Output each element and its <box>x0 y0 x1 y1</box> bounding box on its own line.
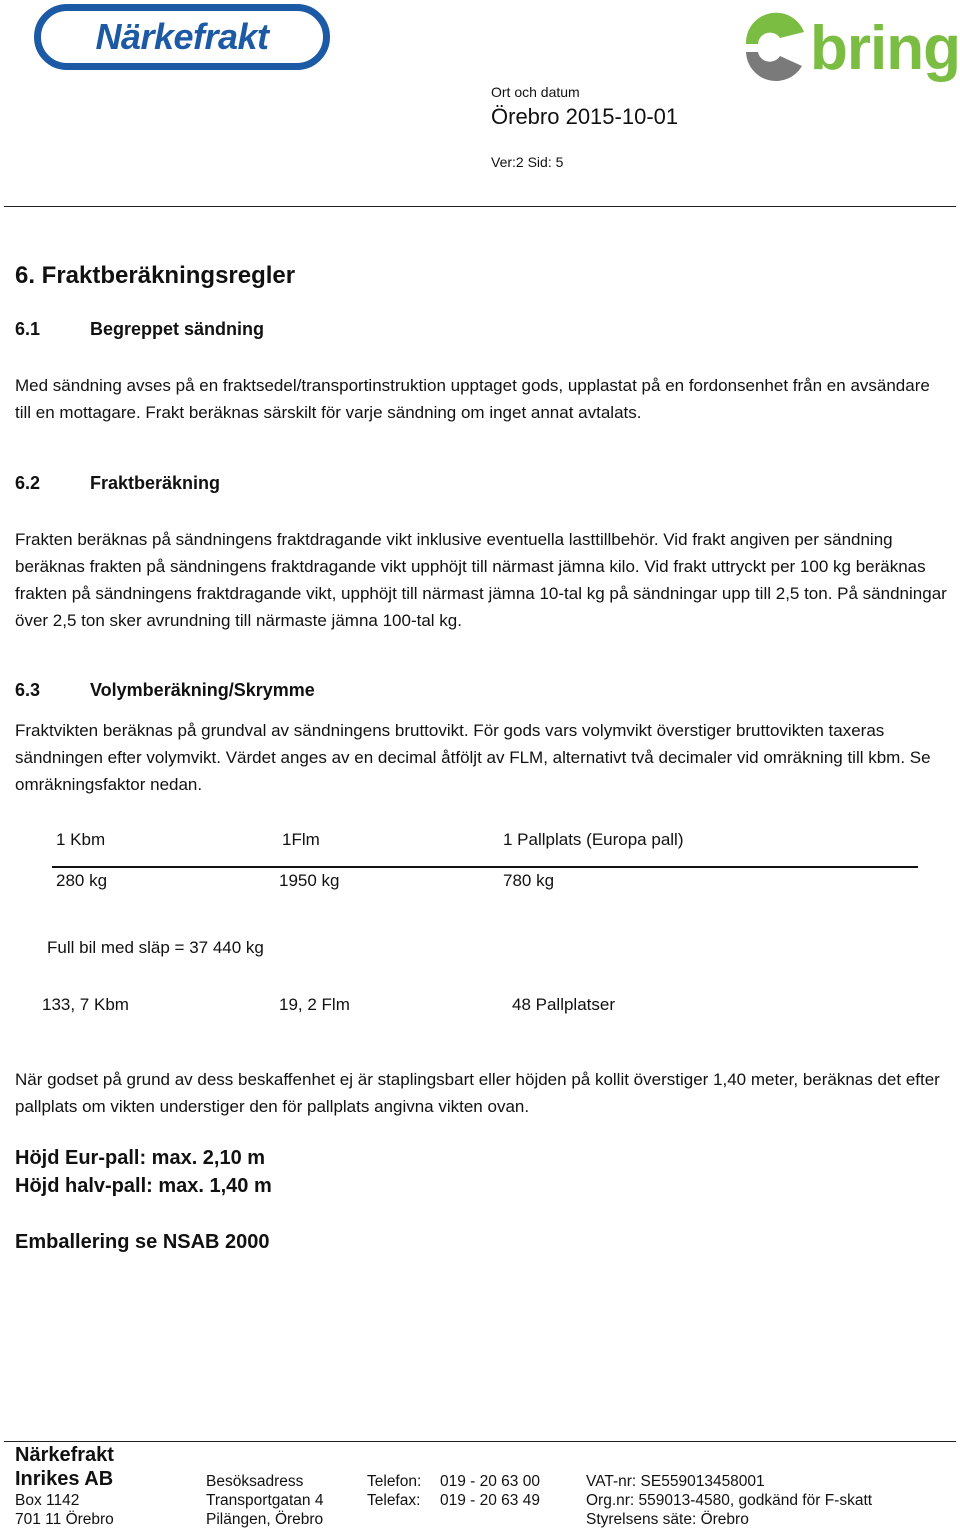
height-half-pall: Höjd halv-pall: max. 1,40 m <box>15 1175 272 1197</box>
packaging-note: Emballering se NSAB 2000 <box>15 1231 270 1253</box>
bring-logo-text: bring <box>810 14 960 83</box>
subsection-6-2-title: Fraktberäkning <box>90 473 221 493</box>
conversion-value-kbm: 280 kg <box>56 871 108 890</box>
footer-seat: Styrelsens säte: Örebro <box>586 1511 749 1528</box>
narkefrakt-logo <box>34 4 330 70</box>
subsection-6-3-number: 6.3 <box>15 680 41 700</box>
header-divider <box>4 206 956 207</box>
bring-leaf-icon <box>740 8 810 88</box>
footer-street: Transportgatan 4 <box>206 1492 324 1509</box>
subsection-6-3-text: Fraktvikten beräknas på grundval av sändningens bruttovikt. För gods vars volymvikt överstiger bruttovikten taxeras sändningen efter volymvikt. Värdet anges av en decimal åtföljt av FLM, alternativt två decimaler vid omräkning till kbm. Se omräkningsfaktor nedan. <box>15 721 931 794</box>
footer-company <box>15 1443 114 1491</box>
footer-divider <box>4 1441 956 1442</box>
full-truck-kbm: 133, 7 Kbm <box>42 995 129 1014</box>
footer-company-line2: Inrikes AB <box>15 1468 114 1490</box>
conversion-header-flm: 1Flm <box>282 830 320 849</box>
stacking-text: När godset på grund av dess beskaffenhet ej är staplingsbart eller höjden på kollit överstiger 1,40 meter, beräknas det efter pallplats om vikten understiger den för pallplats angivna vikten ovan. <box>15 1070 940 1116</box>
subsection-6-2-number: 6.2 <box>15 473 41 493</box>
conversion-value-pallplats: 780 kg <box>503 871 555 890</box>
footer-fax: 019 - 20 63 49 <box>440 1492 540 1509</box>
conversion-value-flm: 1950 kg <box>279 871 340 890</box>
footer-phone: 019 - 20 63 00 <box>440 1473 540 1490</box>
narkefrakt-logo-text: Närkefrakt <box>95 16 269 57</box>
footer-zip-city: 701 11 Örebro <box>15 1511 114 1528</box>
version-page: Ver:2 Sid: 5 <box>491 154 564 170</box>
conversion-header-pallplats: 1 Pallplats (Europa pall) <box>503 830 684 849</box>
subsection-6-2-text: Frakten beräknas på sändningens fraktdragande vikt inklusive eventuella lasttillbehör. Vid frakt angiven per sändning beräknas frakten på sändningens fraktdragande vikt upphöjt till närmast jämna kilo. Vid frakt uttryckt per 100 kg beräknas frakten på sändningens fraktdragande vikt, upphöjt till närmast jämna 10-tal kg på sändningar upp till 2,5 ton. På sändningar över 2,5 ton sker avrundning till närmaste jämna 100-tal kg. <box>15 530 947 630</box>
footer-visit-label: Besöksadress <box>206 1473 304 1490</box>
footer-box: Box 1142 <box>15 1492 80 1509</box>
conversion-header-kbm: 1 Kbm <box>56 830 106 849</box>
footer-vat: VAT-nr: SE559013458001 <box>586 1473 765 1490</box>
full-truck-flm: 19, 2 Flm <box>279 995 350 1014</box>
bring-logo <box>740 8 960 88</box>
subsection-6-1-text: Med sändning avses på en fraktsedel/transportinstruktion upptaget gods, upplastat på en fordonsenhet från en avsändare till en mottagare. Frakt beräknas särskilt för varje sändning om inget annat avtalats. <box>15 376 930 422</box>
place-date: Örebro 2015-10-01 <box>491 104 679 129</box>
footer-orgnr: Org.nr: 559013-4580, godkänd för F-skatt <box>586 1492 873 1509</box>
subsection-6-3-title: Volymberäkning/Skrymme <box>90 680 315 700</box>
conversion-table-rule <box>52 866 918 868</box>
subsection-6-1-number: 6.1 <box>15 319 41 339</box>
footer-phone-label: Telefon: <box>367 1473 422 1490</box>
footer-company-line1: Närkefrakt <box>15 1444 114 1466</box>
section-title: 6. Fraktberäkningsregler <box>15 262 296 289</box>
footer-fax-label: Telefax: <box>367 1492 421 1509</box>
full-truck-label: Full bil med släp = 37 440 kg <box>47 938 264 957</box>
full-truck-pallplatser: 48 Pallplatser <box>512 995 616 1014</box>
place-date-label: Ort och datum <box>491 84 580 100</box>
height-eur-pall: Höjd Eur-pall: max. 2,10 m <box>15 1147 266 1169</box>
footer-area: Pilängen, Örebro <box>206 1511 324 1528</box>
subsection-6-1-title: Begreppet sändning <box>90 319 265 339</box>
